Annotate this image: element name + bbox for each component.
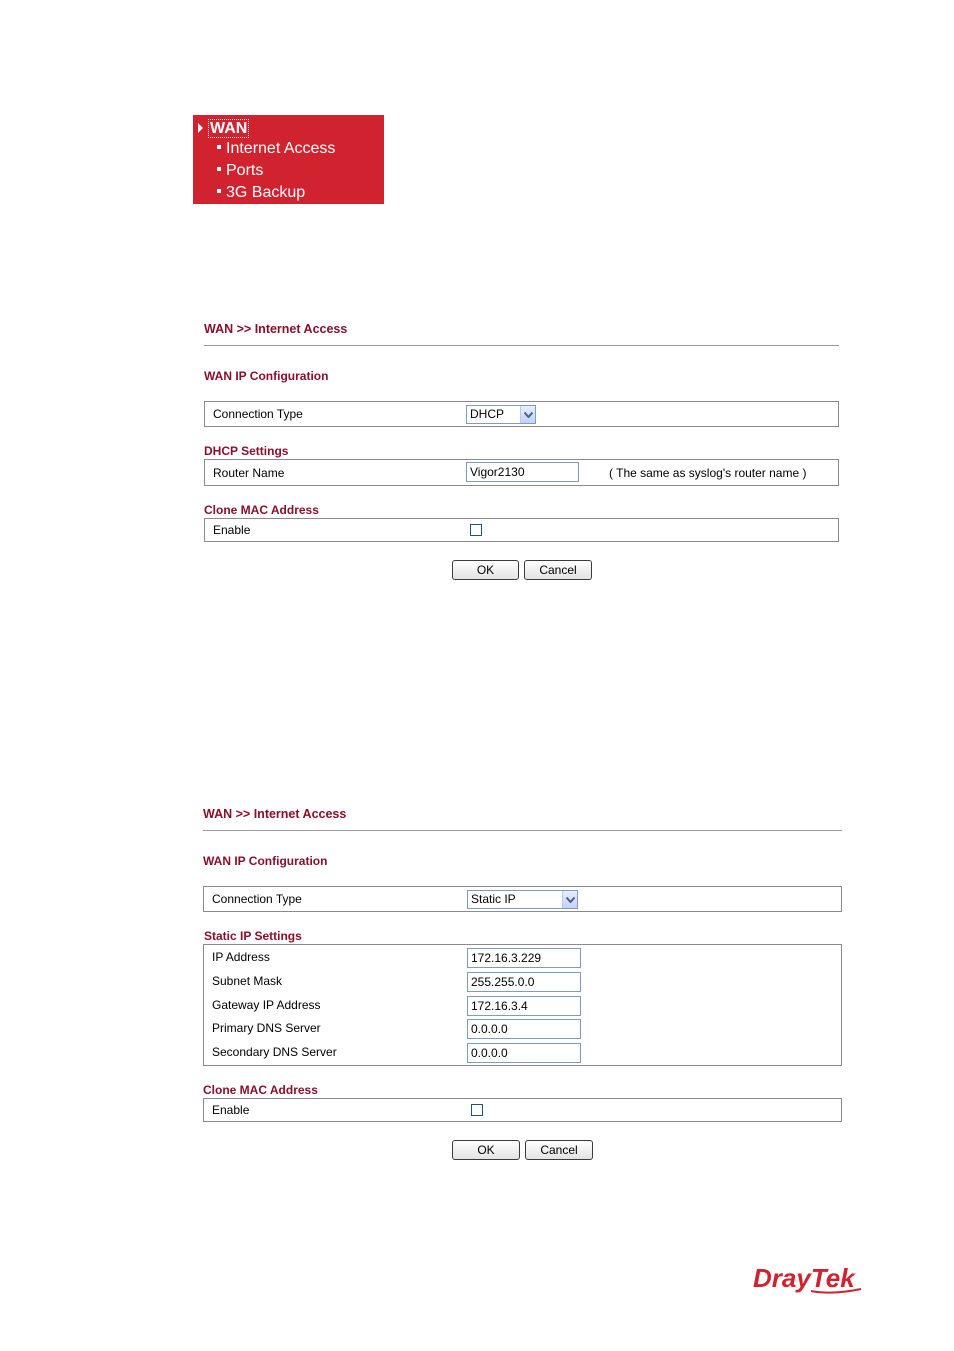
bullet-icon	[217, 189, 221, 193]
draytek-logo	[753, 1262, 868, 1296]
menu-item-label: 3G Backup	[226, 184, 306, 201]
router-name-input[interactable]	[466, 462, 579, 482]
menu-item-ports[interactable]	[217, 160, 263, 182]
menu-item-label: Internet Access	[226, 140, 336, 157]
gateway-ip-input[interactable]	[467, 996, 581, 1016]
cancel-button[interactable]: Cancel	[525, 1140, 593, 1160]
chevron-down-icon	[520, 406, 535, 423]
chevron-down-icon	[562, 891, 577, 908]
wan-menu-title: WAN	[210, 119, 248, 137]
ok-button[interactable]: OK	[452, 1140, 520, 1160]
divider	[203, 830, 842, 831]
subnet-mask-input[interactable]	[467, 972, 581, 992]
subnet-mask-label: Subnet Mask	[212, 974, 283, 988]
clone-mac-row	[204, 518, 839, 542]
connection-type-value: Static IP	[471, 892, 516, 906]
wan-menu-header[interactable]	[198, 118, 249, 138]
wan-ip-config-heading: WAN IP Configuration	[203, 854, 328, 868]
menu-item-label: Ports	[226, 162, 264, 179]
menu-item-3g-backup[interactable]	[217, 182, 305, 204]
clone-mac-row	[203, 1098, 842, 1122]
primary-dns-input[interactable]	[467, 1019, 581, 1039]
connection-type-label: Connection Type	[213, 407, 303, 421]
router-name-label: Router Name	[213, 466, 285, 480]
breadcrumb: WAN >> Internet Access	[204, 322, 348, 336]
dhcp-settings-heading: DHCP Settings	[204, 444, 289, 458]
connection-type-select[interactable]	[466, 405, 536, 424]
secondary-dns-label: Secondary DNS Server	[212, 1045, 337, 1059]
connection-type-value: DHCP	[470, 407, 505, 421]
gateway-ip-label: Gateway IP Address	[212, 998, 321, 1012]
enable-checkbox[interactable]	[470, 524, 482, 536]
enable-label: Enable	[212, 1103, 250, 1117]
connection-type-select[interactable]	[467, 890, 578, 909]
enable-label: Enable	[213, 523, 251, 537]
primary-dns-label: Primary DNS Server	[212, 1021, 321, 1035]
caret-right-icon	[198, 123, 203, 133]
router-name-hint: ( The same as syslog's router name )	[609, 466, 807, 480]
clone-mac-heading: Clone MAC Address	[204, 503, 319, 517]
ok-button[interactable]: OK	[452, 560, 519, 580]
secondary-dns-input[interactable]	[467, 1043, 581, 1063]
enable-checkbox[interactable]	[471, 1104, 483, 1116]
breadcrumb: WAN >> Internet Access	[203, 807, 347, 821]
bullet-icon	[217, 167, 221, 171]
ip-address-label: IP Address	[212, 950, 270, 964]
ip-address-input[interactable]	[467, 948, 581, 968]
bullet-icon	[217, 145, 221, 149]
menu-item-internet-access[interactable]	[217, 138, 335, 160]
divider	[204, 345, 839, 346]
draytek-logo-text: DrayTek	[753, 1263, 855, 1293]
wan-ip-config-heading: WAN IP Configuration	[204, 369, 329, 383]
connection-type-label: Connection Type	[212, 892, 302, 906]
static-ip-settings-heading: Static IP Settings	[204, 929, 302, 943]
wan-menu	[193, 115, 384, 204]
clone-mac-heading: Clone MAC Address	[203, 1083, 318, 1097]
cancel-button[interactable]: Cancel	[524, 560, 592, 580]
